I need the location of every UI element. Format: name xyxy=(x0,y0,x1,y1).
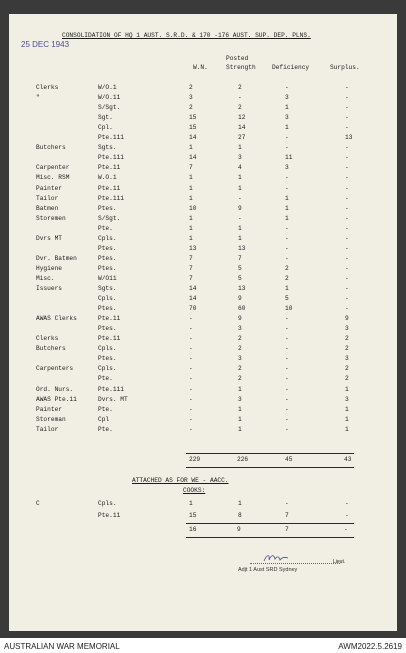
cell-surplus: 2 xyxy=(345,345,349,353)
cell-category: " xyxy=(36,94,40,102)
cell-strength: 1 xyxy=(238,184,242,192)
cell-category: Carpenters xyxy=(36,365,74,373)
cell-deficiency: 10 xyxy=(285,305,293,313)
cell-deficiency: - xyxy=(285,244,289,252)
attached-total-wn: 16 xyxy=(189,526,197,533)
cell-wn: 7 xyxy=(189,274,193,282)
header-posted: Posted xyxy=(226,55,249,62)
cell-rank: Pte.11 xyxy=(98,315,121,323)
cell-wn: 7 xyxy=(189,264,193,272)
cell-deficiency: - xyxy=(285,134,289,142)
cell-wn: 1 xyxy=(189,234,193,242)
cell-wn: 13 xyxy=(189,244,197,252)
cell-surplus: - xyxy=(345,512,349,519)
cell-wn: - xyxy=(189,425,193,433)
cell-surplus: - xyxy=(345,274,349,282)
cell-category: Storeman xyxy=(36,415,66,423)
cell-wn: 1 xyxy=(189,224,193,232)
cell-surplus: 3 xyxy=(345,395,349,403)
cell-rank: Cpl xyxy=(98,415,110,423)
cell-surplus: - xyxy=(345,234,349,242)
footer-institution: AUSTRALIAN WAR MEMORIAL xyxy=(4,642,120,651)
header-strength: Strength xyxy=(226,64,256,71)
cell-strength: 3 xyxy=(238,325,242,333)
cell-surplus: - xyxy=(345,84,349,91)
cell-rank: Pte. xyxy=(98,405,113,413)
cell-deficiency: - xyxy=(285,365,289,373)
cell-deficiency: - xyxy=(285,84,289,91)
cell-rank: Cpls. xyxy=(98,345,117,353)
cell-category: Tailor xyxy=(36,425,59,433)
cell-deficiency: - xyxy=(285,375,289,383)
cell-rank: Cpls. xyxy=(98,365,117,373)
cell-deficiency: - xyxy=(285,144,289,152)
cell-category: AWAS Pte.11 xyxy=(36,395,77,403)
cell-category: Clerks xyxy=(36,335,59,343)
signature-caption: Adjt 1 Aust SRD Sydney xyxy=(238,567,298,573)
cell-rank: W/O11 xyxy=(98,274,117,282)
cell-category: AWAS Clerks xyxy=(36,315,77,323)
cell-deficiency: 11 xyxy=(285,154,293,162)
cell-wn: 2 xyxy=(189,104,193,112)
cell-deficiency: 1 xyxy=(285,214,289,222)
cell-strength: 1 xyxy=(238,234,242,242)
cell-wn: 10 xyxy=(189,204,197,212)
attached-total-deficiency: 7 xyxy=(285,526,289,533)
cell-surplus: 3 xyxy=(345,355,349,363)
cell-wn: 14 xyxy=(189,285,197,292)
cell-strength: 2 xyxy=(238,345,242,353)
cell-deficiency: - xyxy=(285,224,289,232)
cell-wn: 1 xyxy=(189,144,193,152)
cell-rank: Ptes. xyxy=(98,244,117,252)
cell-surplus: - xyxy=(345,184,349,192)
cell-surplus: - xyxy=(345,254,349,262)
cell-surplus: 2 xyxy=(345,335,349,343)
cell-surplus: - xyxy=(345,194,349,202)
cell-rank: Cpls. xyxy=(98,295,117,303)
cell-wn: 15 xyxy=(189,114,197,122)
cell-wn: 1 xyxy=(189,214,193,222)
cell-rank: Ptes. xyxy=(98,355,117,363)
cell-category: Butchers xyxy=(36,144,66,152)
cell-deficiency: 1 xyxy=(285,204,289,212)
cell-wn: - xyxy=(189,315,193,323)
cell-strength: 9 xyxy=(238,315,242,323)
cell-category: Dvrs MT xyxy=(36,234,62,242)
cell-deficiency: 3 xyxy=(285,94,289,102)
cell-wn: 15 xyxy=(189,124,197,132)
attached-subheading: COOKS: xyxy=(183,487,206,494)
cell-strength: 27 xyxy=(238,134,246,142)
total-strength: 226 xyxy=(237,456,249,463)
cell-deficiency: - xyxy=(285,500,289,507)
cell-wn: - xyxy=(189,395,193,403)
cell-strength: 60 xyxy=(238,305,246,313)
totals-rule-top xyxy=(186,453,354,454)
cell-deficiency: - xyxy=(285,315,289,323)
cell-strength: 1 xyxy=(238,144,242,152)
cell-category: Carpenter xyxy=(36,164,70,172)
cell-wn: - xyxy=(189,375,193,383)
cell-strength: 12 xyxy=(238,114,246,122)
cell-strength: - xyxy=(238,214,242,222)
cell-deficiency: - xyxy=(285,174,289,182)
cell-wn: 70 xyxy=(189,305,197,313)
cell-wn: 1 xyxy=(189,184,193,192)
cell-deficiency: - xyxy=(285,325,289,333)
cell-deficiency: 5 xyxy=(285,295,289,303)
cell-category: Batmen xyxy=(36,204,59,212)
cell-strength: 3 xyxy=(238,395,242,403)
cell-strength: 2 xyxy=(238,365,242,373)
cell-strength: 1 xyxy=(238,405,242,413)
total-wn: 229 xyxy=(189,456,201,463)
cell-wn: - xyxy=(189,355,193,363)
cell-strength: 7 xyxy=(238,254,242,262)
cell-surplus: - xyxy=(345,94,349,102)
cell-strength: - xyxy=(238,94,242,102)
attached-rule-top xyxy=(186,523,354,524)
cell-surplus: - xyxy=(345,144,349,152)
cell-strength: 9 xyxy=(238,204,242,212)
cell-deficiency: 2 xyxy=(285,264,289,272)
cell-strength: 1 xyxy=(238,415,242,423)
cell-wn: - xyxy=(189,385,193,393)
cell-rank: S/Sgt. xyxy=(98,104,121,112)
cell-wn: 14 xyxy=(189,154,197,162)
cell-rank: Ptes. xyxy=(98,254,117,262)
header-surplus: Surplus. xyxy=(330,64,360,71)
cell-deficiency: - xyxy=(285,234,289,242)
cell-rank: W/O.1 xyxy=(98,84,117,91)
cell-category: Misc. xyxy=(36,274,55,282)
signature-rank: Lieut. xyxy=(333,559,346,565)
cell-strength: 1 xyxy=(238,224,242,232)
cell-surplus: - xyxy=(345,154,349,162)
cell-wn: - xyxy=(189,325,193,333)
cell-wn: 7 xyxy=(189,254,193,262)
cell-rank: Pte.11 xyxy=(98,512,121,519)
cell-deficiency: - xyxy=(285,345,289,353)
cell-strength: 3 xyxy=(238,154,242,162)
cell-surplus: 1 xyxy=(345,415,349,423)
cell-deficiency: 2 xyxy=(285,274,289,282)
cell-wn: 1 xyxy=(189,500,193,507)
header-deficiency: Deficiency xyxy=(272,64,310,71)
attached-rule-bottom xyxy=(186,537,354,538)
cell-rank: S/Sgt. xyxy=(98,214,121,222)
cell-deficiency: 1 xyxy=(285,104,289,112)
cell-strength: 1 xyxy=(238,385,242,393)
header-wn: W.N. xyxy=(193,64,208,71)
cell-wn: 1 xyxy=(189,174,193,182)
cell-rank: Cpls. xyxy=(98,500,117,507)
cell-surplus: 2 xyxy=(345,375,349,383)
cell-rank: Sgt. xyxy=(98,114,113,122)
cell-rank: Ptes. xyxy=(98,264,117,272)
attached-total-surplus: - xyxy=(344,526,348,533)
cell-surplus: - xyxy=(345,214,349,222)
signature-line xyxy=(250,563,340,564)
total-surplus: 43 xyxy=(344,456,352,463)
cell-category: Butchers xyxy=(36,345,66,353)
cell-strength: 4 xyxy=(238,164,242,172)
cell-strength: 1 xyxy=(238,425,242,433)
cell-strength: 1 xyxy=(238,500,242,507)
cell-surplus: - xyxy=(345,244,349,252)
cell-deficiency: 1 xyxy=(285,194,289,202)
cell-rank: Sgts. xyxy=(98,144,117,152)
cell-rank: Pte. xyxy=(98,224,113,232)
cell-deficiency: - xyxy=(285,385,289,393)
cell-category: Hygiene xyxy=(36,264,62,272)
cell-rank: Cpls. xyxy=(98,234,117,242)
cell-surplus: - xyxy=(345,264,349,272)
cell-wn: 3 xyxy=(189,94,193,102)
document-title: CONSOLIDATION OF HQ 1 AUST. S.R.D. & 170 -176 AUST. SUP. DEP. PLNS. xyxy=(62,32,311,39)
cell-rank: Sgts. xyxy=(98,285,117,292)
cell-rank: Ptes. xyxy=(98,305,117,313)
cell-strength: 9 xyxy=(238,295,242,303)
cell-surplus: - xyxy=(345,174,349,182)
cell-rank: Ptes. xyxy=(98,204,117,212)
cell-rank: Pte.111 xyxy=(98,154,124,162)
cell-surplus: - xyxy=(345,124,349,132)
cell-deficiency: - xyxy=(285,184,289,192)
cell-category: Painter xyxy=(36,184,62,192)
cell-category: Clerks xyxy=(36,84,59,91)
cell-wn: - xyxy=(189,405,193,413)
cell-deficiency: 3 xyxy=(285,164,289,172)
cell-surplus: - xyxy=(345,114,349,122)
cell-wn: - xyxy=(189,345,193,353)
cell-surplus: 1 xyxy=(345,425,349,433)
cell-deficiency: - xyxy=(285,254,289,262)
cell-category: Misc. RSM xyxy=(36,174,70,182)
cell-deficiency: - xyxy=(285,395,289,403)
cell-rank: Pte.111 xyxy=(98,385,124,393)
cell-strength: 2 xyxy=(238,335,242,343)
cell-rank: Cpl. xyxy=(98,124,113,132)
cell-category: C xyxy=(36,500,40,507)
cell-deficiency: 7 xyxy=(285,512,289,519)
cell-strength: - xyxy=(238,194,242,202)
cell-strength: 5 xyxy=(238,274,242,282)
cell-rank: Pte.111 xyxy=(98,134,124,142)
total-deficiency: 45 xyxy=(285,456,293,463)
cell-wn: - xyxy=(189,415,193,423)
cell-category: Issuers xyxy=(36,285,62,292)
attached-heading: ATTACHED AS FOR WE - AACC. xyxy=(132,477,229,484)
cell-category: Ord. Nurs. xyxy=(36,385,74,393)
cell-surplus: - xyxy=(345,224,349,232)
cell-category: Storemen xyxy=(36,214,66,222)
cell-surplus: 2 xyxy=(345,365,349,373)
cell-wn: 7 xyxy=(189,164,193,172)
cell-wn: - xyxy=(189,335,193,343)
cell-category: Dvr. Batmen xyxy=(36,254,77,262)
cell-surplus: - xyxy=(345,204,349,212)
cell-deficiency: 1 xyxy=(285,285,289,292)
footer-accession-number: AWM2022.5.2619 xyxy=(338,642,402,651)
cell-rank: Pte.11 xyxy=(98,184,121,192)
cell-rank: Pte.11 xyxy=(98,335,121,343)
cell-rank: Pte. xyxy=(98,425,113,433)
cell-surplus: - xyxy=(345,285,349,292)
cell-strength: 13 xyxy=(238,285,246,292)
cell-surplus: - xyxy=(345,295,349,303)
cell-rank: W.O.1 xyxy=(98,174,117,182)
cell-wn: 14 xyxy=(189,295,197,303)
cell-wn: 2 xyxy=(189,84,193,91)
cell-surplus: - xyxy=(345,104,349,112)
cell-rank: Ptes. xyxy=(98,325,117,333)
cell-strength: 2 xyxy=(238,84,242,91)
cell-deficiency: - xyxy=(285,415,289,423)
cell-category: Painter xyxy=(36,405,62,413)
cell-strength: 5 xyxy=(238,264,242,272)
cell-rank: Pte. xyxy=(98,375,113,383)
cell-surplus: - xyxy=(345,500,349,507)
cell-deficiency: 3 xyxy=(285,114,289,122)
cell-surplus: 3 xyxy=(345,325,349,333)
cell-strength: 8 xyxy=(238,512,242,519)
cell-strength: 2 xyxy=(238,104,242,112)
cell-rank: W/O.11 xyxy=(98,94,121,102)
cell-strength: 2 xyxy=(238,375,242,383)
cell-rank: Dvrs. MT xyxy=(98,395,128,403)
cell-surplus: 1 xyxy=(345,405,349,413)
cell-wn: 15 xyxy=(189,512,197,519)
cell-deficiency: - xyxy=(285,405,289,413)
cell-surplus: 1 xyxy=(345,385,349,393)
cell-deficiency: - xyxy=(285,355,289,363)
cell-rank: Pte.111 xyxy=(98,194,124,202)
cell-surplus: - xyxy=(345,305,349,313)
cell-strength: 13 xyxy=(238,244,246,252)
cell-deficiency: - xyxy=(285,425,289,433)
cell-surplus: 13 xyxy=(345,134,353,142)
cell-deficiency: - xyxy=(285,335,289,343)
cell-strength: 3 xyxy=(238,355,242,363)
cell-deficiency: 1 xyxy=(285,124,289,132)
cell-wn: 1 xyxy=(189,194,193,202)
cell-rank: Pte.11 xyxy=(98,164,121,172)
cell-surplus: - xyxy=(345,164,349,172)
attached-total-strength: 9 xyxy=(237,526,241,533)
cell-surplus: 9 xyxy=(345,315,349,323)
cell-wn: 14 xyxy=(189,134,197,142)
cell-wn: - xyxy=(189,365,193,373)
cell-category: Tailor xyxy=(36,194,59,202)
cell-strength: 1 xyxy=(238,174,242,182)
cell-strength: 14 xyxy=(238,124,246,132)
date-stamp: 25 DEC 1943 xyxy=(21,40,70,49)
totals-rule-bottom xyxy=(186,467,354,468)
